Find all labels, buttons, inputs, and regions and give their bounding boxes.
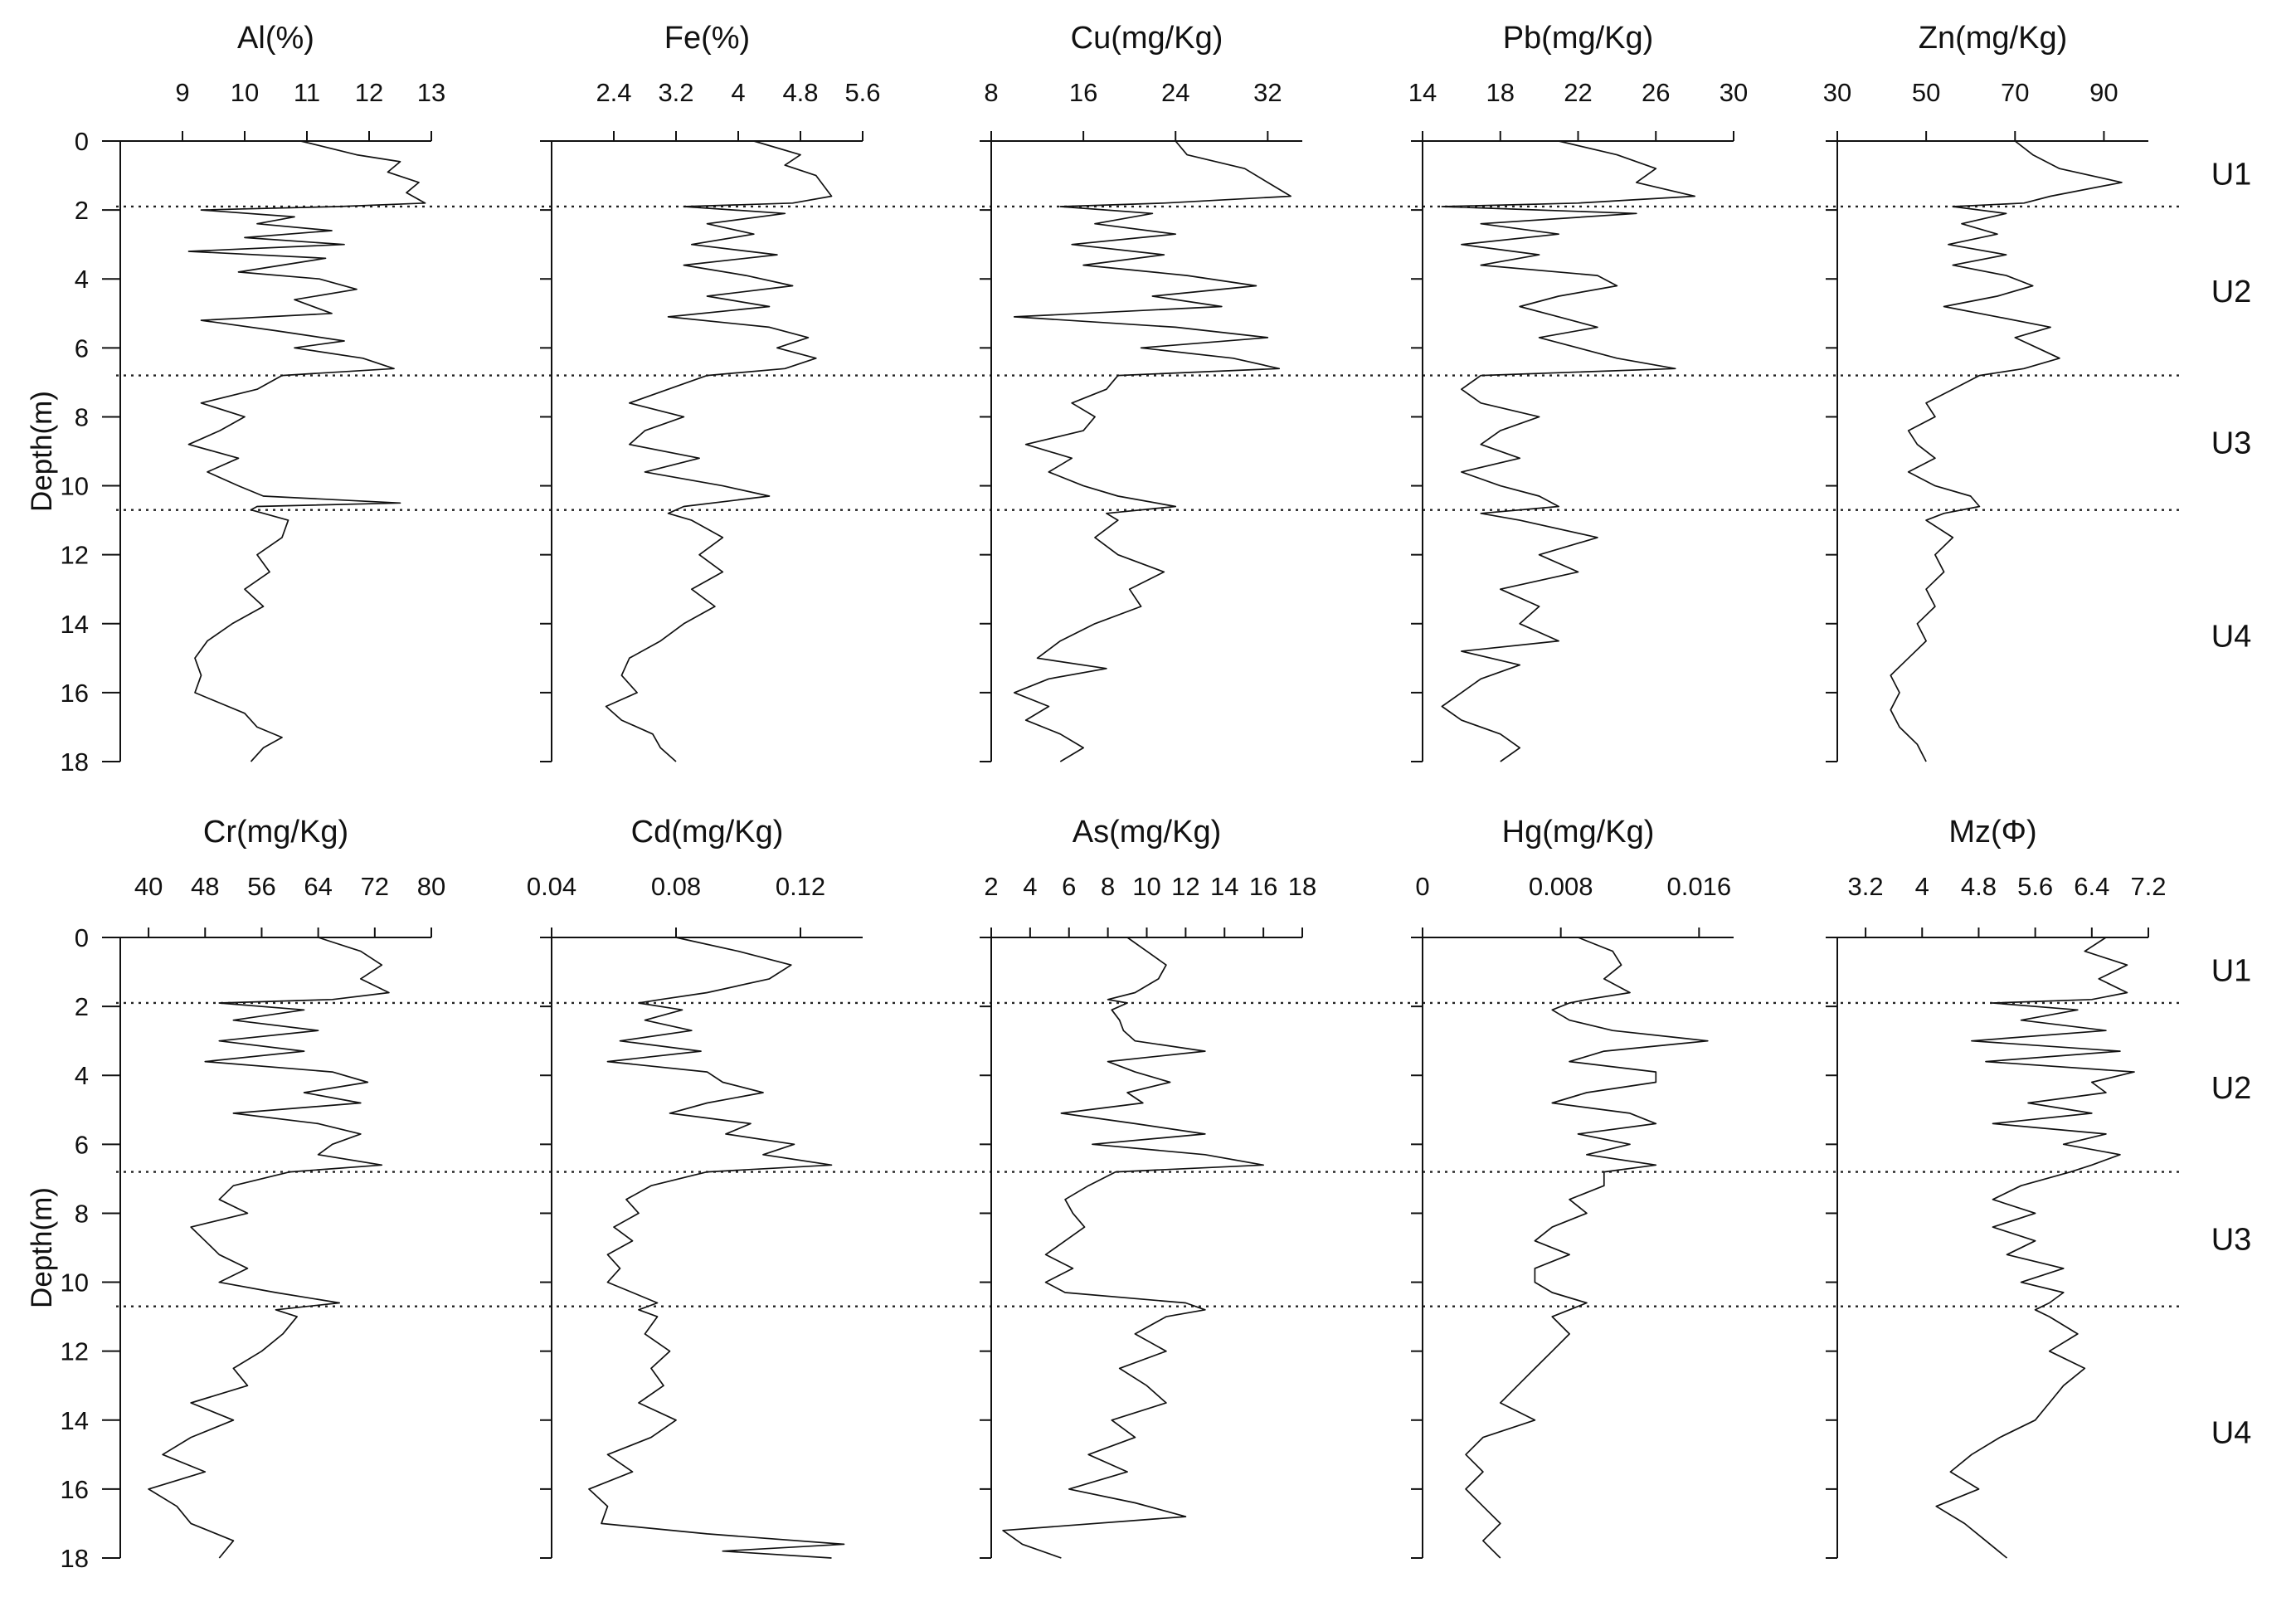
depth-tick-label: 0 — [74, 923, 89, 952]
panel-title: Mz(Φ) — [1948, 815, 2037, 850]
depth-tick-label: 6 — [74, 1130, 89, 1160]
profile-line — [606, 141, 832, 762]
x-tick-label: 18 — [1486, 78, 1515, 107]
unit-boundary-lines — [116, 207, 2182, 1307]
profile-line — [1003, 937, 1263, 1558]
panel-9 — [1411, 815, 1734, 1558]
x-tick-label: 6.4 — [2074, 872, 2110, 901]
x-tick-label: 14 — [1210, 872, 1239, 901]
profile-line — [1936, 937, 2134, 1558]
depth-tick-label: 8 — [74, 402, 89, 432]
panel-title: Fe(%) — [664, 21, 751, 56]
panel-title: Hg(mg/Kg) — [1501, 815, 1655, 850]
x-tick-label: 72 — [360, 872, 390, 901]
x-tick-label: 7.2 — [2130, 872, 2167, 901]
depth-axis-title: Depth(m) — [26, 391, 58, 512]
x-tick-label: 70 — [2001, 78, 2030, 107]
unit-label: U1 — [2211, 953, 2252, 989]
profile-line — [1890, 141, 2122, 762]
unit-label: U3 — [2211, 426, 2252, 461]
depth-tick-label: 2 — [74, 992, 89, 1022]
panel-8 — [980, 815, 1316, 1558]
depth-tick-label: 16 — [60, 1474, 89, 1504]
x-tick-label: 5.6 — [844, 78, 881, 107]
depth-tick-label: 0 — [74, 127, 89, 156]
x-tick-label: 12 — [1171, 872, 1200, 901]
panel-5 — [1823, 21, 2148, 762]
panel-2 — [540, 21, 881, 762]
panel-title: Cr(mg/Kg) — [202, 815, 349, 850]
x-tick-label: 9 — [175, 78, 190, 107]
panel-4 — [1408, 21, 1748, 762]
x-tick-label: 80 — [416, 872, 446, 901]
x-tick-label: 16 — [1068, 78, 1098, 107]
depth-tick-label: 8 — [74, 1199, 89, 1229]
panel-title: Cd(mg/Kg) — [630, 815, 784, 850]
profile-line — [189, 141, 426, 762]
panel-3 — [980, 21, 1302, 762]
x-tick-label: 0.12 — [775, 872, 826, 901]
depth-tick-label: 10 — [60, 1268, 89, 1298]
x-tick-label: 12 — [354, 78, 384, 107]
x-tick-label: 0.04 — [526, 872, 577, 901]
profile-panels — [26, 21, 2167, 1573]
panel-10 — [1826, 815, 2167, 1558]
x-tick-label: 6 — [1062, 872, 1077, 901]
x-tick-label: 4 — [1914, 872, 1929, 901]
x-tick-label: 11 — [293, 78, 321, 107]
x-tick-label: 3.2 — [658, 78, 694, 107]
x-tick-label: 24 — [1160, 78, 1190, 107]
depth-tick-label: 6 — [74, 334, 89, 363]
x-tick-label: 30 — [1822, 78, 1852, 107]
x-tick-label: 56 — [247, 872, 276, 901]
depth-tick-label: 4 — [74, 1061, 89, 1091]
x-tick-label: 4.8 — [1960, 872, 1997, 901]
unit-label: U1 — [2211, 157, 2252, 192]
x-tick-label: 2 — [984, 872, 999, 901]
panel-title: Pb(mg/Kg) — [1502, 21, 1654, 56]
x-tick-label: 14 — [1408, 78, 1437, 107]
x-tick-label: 0 — [1415, 872, 1430, 901]
depth-axis-title: Depth(m) — [26, 1187, 58, 1308]
profile-line — [1442, 141, 1695, 762]
panel-title: Cu(mg/Kg) — [1070, 21, 1223, 56]
panel-7 — [527, 815, 863, 1558]
x-tick-label: 48 — [191, 872, 220, 901]
unit-label: U4 — [2211, 1415, 2252, 1451]
panel-title: As(mg/Kg) — [1072, 815, 1222, 850]
x-tick-label: 4 — [1023, 872, 1038, 901]
depth-tick-label: 14 — [60, 1405, 89, 1435]
depth-tick-label: 12 — [60, 540, 89, 570]
panel-title: Al(%) — [237, 21, 314, 56]
x-tick-label: 13 — [416, 78, 446, 107]
x-tick-label: 4.8 — [782, 78, 819, 107]
x-tick-label: 50 — [1911, 78, 1941, 107]
x-tick-label: 22 — [1564, 78, 1593, 107]
x-tick-label: 40 — [134, 872, 163, 901]
x-tick-label: 18 — [1287, 872, 1317, 901]
unit-label: U3 — [2211, 1222, 2252, 1258]
panel-6 — [26, 815, 445, 1573]
x-tick-label: 90 — [2089, 78, 2118, 107]
unit-label: U2 — [2211, 1070, 2252, 1106]
unit-label: U4 — [2211, 619, 2252, 655]
panel-title: Zn(mg/Kg) — [1918, 21, 2068, 56]
x-tick-label: 64 — [304, 872, 333, 901]
x-tick-label: 10 — [230, 78, 260, 107]
x-tick-label: 10 — [1132, 872, 1161, 901]
x-tick-label: 8 — [984, 78, 999, 107]
depth-tick-label: 14 — [60, 609, 89, 639]
x-tick-label: 0.008 — [1528, 872, 1593, 901]
depth-tick-label: 10 — [60, 471, 89, 501]
profile-line — [148, 937, 389, 1558]
depth-tick-label: 2 — [74, 196, 89, 226]
depth-tick-label: 18 — [60, 747, 89, 777]
x-tick-label: 32 — [1253, 78, 1282, 107]
unit-labels — [2211, 157, 2252, 1450]
profile-line — [1466, 937, 1708, 1558]
x-tick-label: 5.6 — [2017, 872, 2054, 901]
x-tick-label: 8 — [1101, 872, 1116, 901]
depth-tick-label: 4 — [74, 265, 89, 295]
depth-tick-label: 12 — [60, 1337, 89, 1366]
x-tick-label: 26 — [1642, 78, 1671, 107]
x-tick-label: 4 — [731, 78, 746, 107]
x-tick-label: 30 — [1719, 78, 1749, 107]
x-tick-label: 3.2 — [1847, 872, 1884, 901]
profile-line — [1014, 141, 1291, 762]
x-tick-label: 0.016 — [1666, 872, 1732, 901]
unit-label: U2 — [2211, 274, 2252, 309]
profile-line — [589, 937, 844, 1558]
x-tick-label: 16 — [1248, 872, 1278, 901]
x-tick-label: 0.08 — [650, 872, 702, 901]
x-tick-label: 2.4 — [596, 78, 632, 107]
panel-1 — [26, 21, 445, 777]
depth-tick-label: 16 — [60, 678, 89, 708]
depth-tick-label: 18 — [60, 1544, 89, 1573]
